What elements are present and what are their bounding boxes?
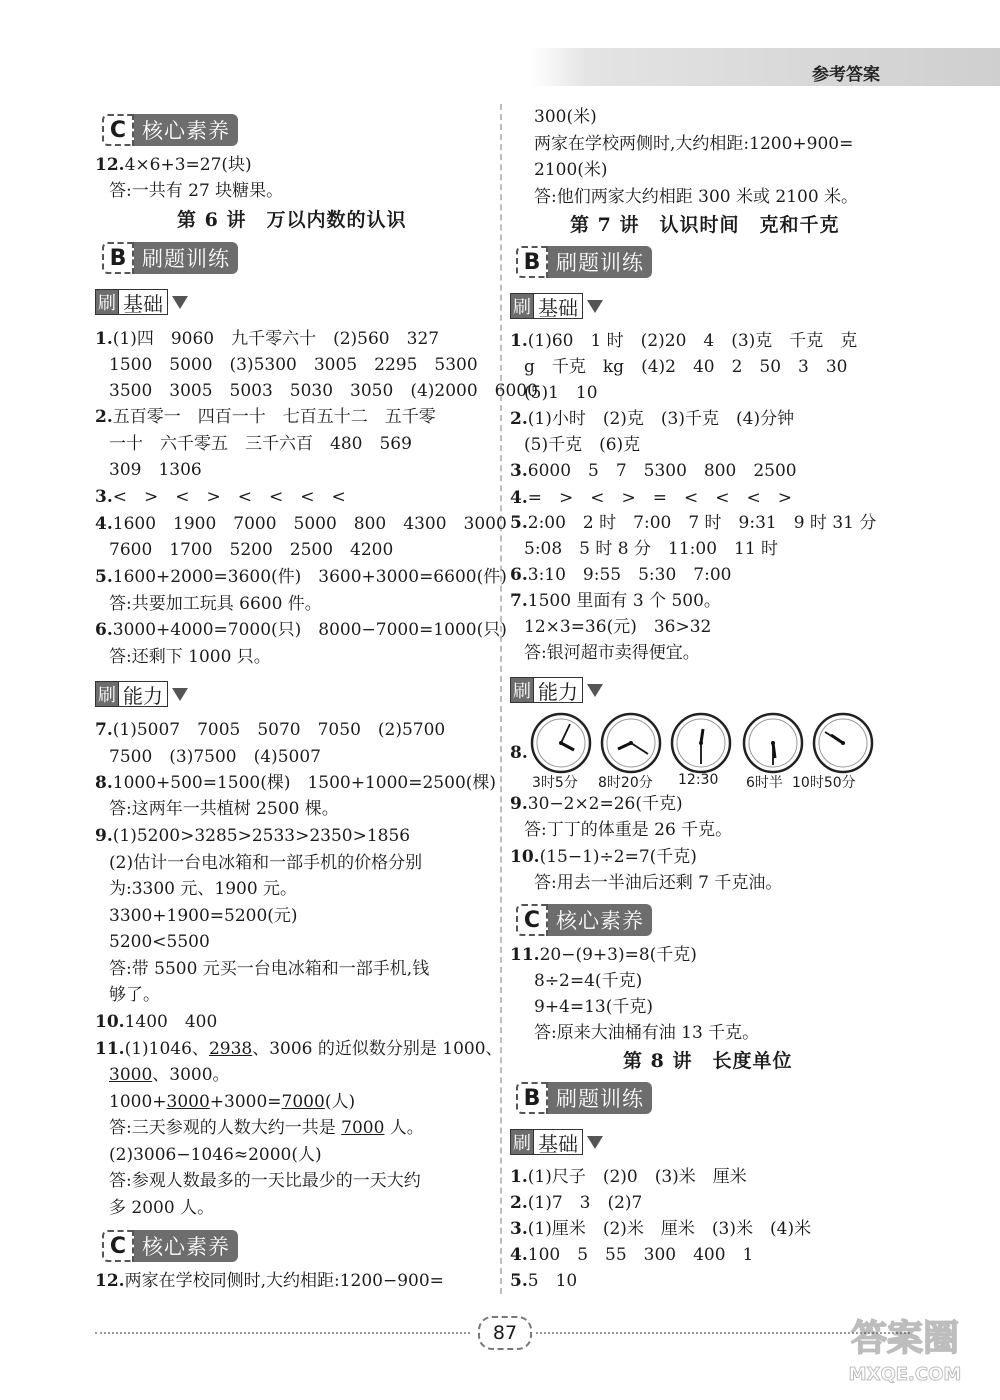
answer-line: 11.(1)1046、2938、3006 的近似数分别是 1000、 <box>95 1039 503 1059</box>
core-literacy-badge <box>516 904 652 936</box>
answer-line: 2.五百零一 四百一十 七百五十二 五千零 <box>95 407 436 427</box>
answer-line: 9+4=13(千克) <box>534 997 654 1017</box>
drill-badge <box>102 242 238 274</box>
answer-line: 309 1306 <box>109 460 202 480</box>
answer-line: 答:一共有 27 块糖果。 <box>109 181 284 201</box>
answer-line: 答:银河超市卖得便宜。 <box>524 643 700 663</box>
answer-line: 300(米) <box>534 107 597 127</box>
clock-icon <box>812 712 874 774</box>
answer-line: 4.1600 1900 7000 5000 800 4300 3000 <box>95 514 507 534</box>
answer-line: 1.(1)60 1 时 (2)20 4 (3)克 千克 克 <box>510 331 858 351</box>
answer-line: 答:带 5500 元买一台电冰箱和一部手机,钱 <box>109 959 430 979</box>
badge-letter: B <box>516 1082 548 1114</box>
badge-letter: B <box>516 246 548 278</box>
triangle-down-icon <box>587 1136 603 1149</box>
answer-line: 12×3=36(元) 36>32 <box>524 617 712 637</box>
answer-line: 2.(1)小时 (2)克 (3)千克 (4)分钟 <box>510 409 795 429</box>
triangle-down-icon <box>587 684 603 697</box>
answer-line: 1500 5000 (3)5300 3005 2295 5300 <box>109 355 478 375</box>
answer-line: 6.3:10 9:55 5:30 7:00 <box>510 565 732 585</box>
answer-line: (2)估计一台电冰箱和一部手机的价格分别 <box>109 853 423 873</box>
clock-answers <box>530 712 880 798</box>
answer-line: 3000、3000。 <box>109 1065 230 1085</box>
answer-line: 5.2:00 2 时 7:00 7 时 9:31 9 时 31 分 <box>510 513 877 533</box>
page-number: 87 <box>478 1316 532 1350</box>
ability-subheading: 刷 能力 <box>510 676 603 704</box>
badge-label: 刷题训练 <box>548 1082 652 1114</box>
answer-line: 1000+3000+3000=7000(人) <box>109 1092 356 1112</box>
lesson-title: 第 7 讲 认识时间 克和千克 <box>570 214 840 236</box>
badge-letter: C <box>102 1230 134 1262</box>
answer-line: 3.< > < > < < < < <box>95 487 346 507</box>
answer-line: 一十 六千零五 三千六百 480 569 <box>109 434 412 454</box>
drill-badge <box>516 1082 652 1114</box>
badge-letter: C <box>516 904 548 936</box>
answer-line: 5.1600+2000=3600(件) 3600+3000=6600(件) <box>95 567 507 587</box>
clock-icon <box>530 712 592 774</box>
answer-line: 答:这两年一共植树 2500 棵。 <box>109 799 339 819</box>
badge-label: 刷题训练 <box>548 246 652 278</box>
ability-subheading: 刷 能力 <box>95 680 188 708</box>
answer-line: 3.(1)厘米 (2)米 厘米 (3)米 (4)米 <box>510 1219 812 1239</box>
answer-line: g 千克 kg (4)2 40 2 50 3 30 <box>524 357 848 377</box>
answer-line: 4.= > < > = < < < > <box>510 488 792 508</box>
answer-line: 12.两家在学校同侧时,大约相距:1200−900= <box>95 1271 444 1291</box>
answer-line: 2100(米) <box>534 160 608 180</box>
answer-line: 9.(1)5200>3285>2533>2350>1856 <box>95 826 411 846</box>
badge-label: 核心素养 <box>134 114 238 146</box>
triangle-down-icon <box>587 300 603 313</box>
core-literacy-badge <box>102 1230 238 1262</box>
clock-icon <box>670 712 732 774</box>
answer-line: 答:丁丁的体重是 26 千克。 <box>524 820 733 840</box>
basic-subheading: 刷 基础 <box>510 292 603 320</box>
answer-line: (5)1 10 <box>524 383 598 403</box>
badge-letter: C <box>102 114 134 146</box>
header-title: 参考答案 <box>812 65 880 85</box>
lesson-title: 第 6 讲 万以内数的认识 <box>177 209 407 231</box>
answer-line: 8.1000+500=1500(棵) 1500+1000=2500(棵) <box>95 773 497 793</box>
answer-line: 答:共要加工玩具 6600 件。 <box>109 594 322 614</box>
clock-label: 10时50分 <box>792 775 856 791</box>
answer-line: 10.1400 400 <box>95 1012 218 1032</box>
answer-line: 5200<5500 <box>109 932 210 952</box>
answer-line: 够了。 <box>109 985 160 1005</box>
answer-line: 1.(1)四 9060 九千零六十 (2)560 327 <box>95 329 440 349</box>
clock-label: 3时5分 <box>532 775 578 791</box>
answer-line: 7.1500 里面有 3 个 500。 <box>510 591 721 611</box>
answer-line: 2.(1)7 3 (2)7 <box>510 1193 643 1213</box>
answer-line: 11.20−(9+3)=8(千克) <box>510 945 697 965</box>
answer-line: 答:原来大油桶有油 13 千克。 <box>534 1023 760 1043</box>
answer-line: 10.(15−1)÷2=7(千克) <box>510 847 697 867</box>
answer-line: 答:用去一半油后还剩 7 千克油。 <box>534 873 783 893</box>
answer-line: 5.5 10 <box>510 1271 578 1291</box>
triangle-down-icon <box>172 688 188 701</box>
answer-line: 答:参观人数最多的一天比最少的一天大约 <box>109 1171 421 1191</box>
svg-text:答案圈: 答案圈 <box>850 1318 960 1359</box>
clock-label: 12:30 <box>678 772 719 788</box>
core-literacy-badge <box>102 114 238 146</box>
clock-icon <box>600 712 662 774</box>
answer-line: (5)千克 (6)克 <box>524 435 641 455</box>
clock-label: 8时20分 <box>598 775 653 791</box>
badge-label: 核心素养 <box>548 904 652 936</box>
footer-rule-left <box>95 1332 470 1334</box>
answer-line: 3.6000 5 7 5300 800 2500 <box>510 461 797 481</box>
answer-line: 7500 (3)7500 (4)5007 <box>109 747 321 767</box>
basic-subheading: 刷 基础 <box>510 1128 603 1156</box>
answer-line: 5:08 5 时 8 分 11:00 11 时 <box>524 539 779 559</box>
svg-text:MXQE.COM: MXQE.COM <box>848 1364 962 1385</box>
answer-line: 4.100 5 55 300 400 1 <box>510 1245 754 1265</box>
triangle-down-icon <box>172 296 188 309</box>
answer-line: 7.(1)5007 7005 5070 7050 (2)5700 <box>95 720 446 740</box>
answer-line: 1.(1)尺子 (2)0 (3)米 厘米 <box>510 1167 747 1187</box>
answer-line: 6.3000+4000=7000(只) 8000−7000=1000(只) <box>95 620 507 640</box>
drill-badge <box>516 246 652 278</box>
answer-line: 两家在学校两侧时,大约相距:1200+900= <box>534 134 854 154</box>
answer-line: 答:还剩下 1000 只。 <box>109 647 271 667</box>
answer-line: 为:3300 元、1900 元。 <box>109 879 298 899</box>
answer-line: 8÷2=4(千克) <box>534 971 643 991</box>
answer-line: 3500 3005 5003 5030 3050 (4)2000 6000 <box>109 381 538 401</box>
badge-letter: B <box>102 242 134 274</box>
answer-line: 答:三天参观的人数大约一共是 7000 人。 <box>109 1118 424 1138</box>
header-band <box>530 48 1000 86</box>
answer-line: 7600 1700 5200 2500 4200 <box>109 540 394 560</box>
answer-line: (2)3006−1046≈2000(人) <box>109 1145 322 1165</box>
answer-line: 答:他们两家大约相距 300 米或 2100 米。 <box>534 187 859 207</box>
badge-label: 刷题训练 <box>134 242 238 274</box>
answer-line: 9.30−2×2=26(千克) <box>510 794 683 814</box>
basic-subheading: 刷 基础 <box>95 288 188 316</box>
answer-line: 8. <box>510 743 528 763</box>
clock-icon <box>742 712 804 774</box>
watermark-logo <box>820 1308 990 1388</box>
column-divider <box>500 104 502 1294</box>
badge-label: 核心素养 <box>134 1230 238 1262</box>
answer-line: 3300+1900=5200(元) <box>109 906 298 926</box>
answer-line: 多 2000 人。 <box>109 1198 215 1218</box>
clock-label: 6时半 <box>746 775 783 791</box>
answer-line: 12.4×6+3=27(块) <box>95 155 252 175</box>
lesson-title: 第 8 讲 长度单位 <box>623 1050 793 1072</box>
